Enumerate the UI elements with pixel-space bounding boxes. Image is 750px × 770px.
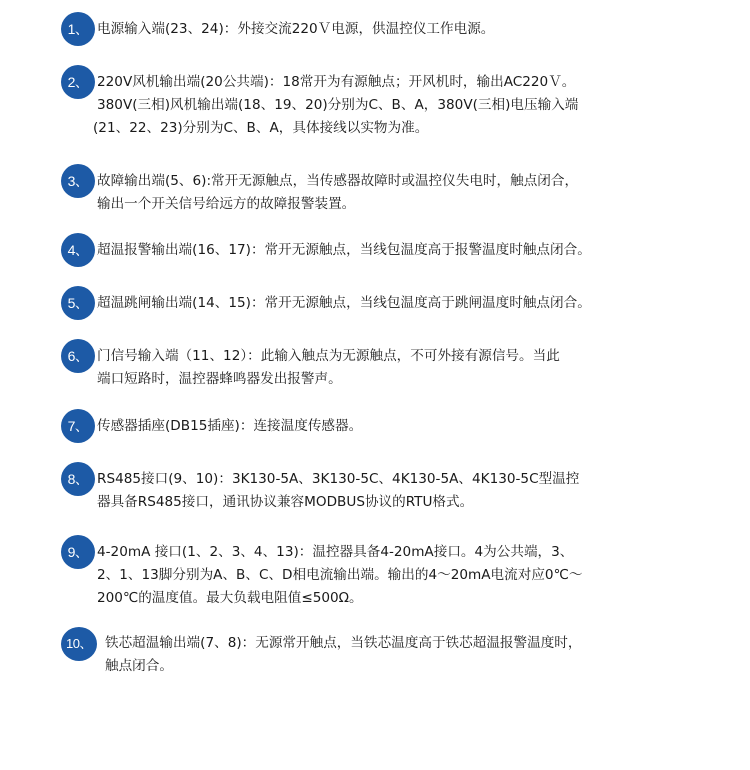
item-number-badge: 8、	[61, 462, 95, 496]
item-number-badge: 9、	[61, 535, 95, 569]
item-text-line: RS485接口(9、10)：3K130-5A、3K130-5C、4K130-5A、4K130-5C型温控	[97, 471, 580, 487]
item-text-line: 门信号输入端（11、12）：此输入触点为无源触点，不可外接有源信号。当此	[97, 348, 560, 364]
item-text-line: 电源输入端(23、24)：外接交流220Ｖ电源，供温控仪工作电源。	[97, 21, 495, 37]
item-text	[97, 292, 591, 315]
item-text	[97, 170, 578, 216]
item-number-badge: 4、	[61, 233, 95, 267]
item-text-line: 端口短路时，温控器蜂鸣器发出报警声。	[97, 371, 342, 387]
item-text-line: 4-20mA 接口(1、2、3、4、13)：温控器具备4-20mA接口。4为公共端，3、	[97, 544, 574, 560]
item-number-badge: 6、	[61, 339, 95, 373]
item-text-line: 380V(三相)风机输出端(18、19、20)分别为C、B、A，380V(三相)电压输入端	[97, 97, 579, 113]
item-text-line: 故障输出端(5、6):常开无源触点，当传感器故障时或温控仪失电时，触点闭合，	[97, 173, 579, 189]
item-text	[97, 541, 582, 610]
item-text	[105, 632, 582, 678]
item-number-badge: 5、	[61, 286, 95, 320]
item-text-line: 触点闭合。	[105, 658, 173, 674]
item-text-line: 传感器插座(DB15插座)：连接温度传感器。	[97, 418, 363, 434]
item-number-badge: 7、	[61, 409, 95, 443]
item-text	[97, 415, 362, 438]
item-text	[97, 239, 591, 262]
item-text-line: (21、22、23)分别为C、B、A，具体接线以实物为准。	[93, 120, 429, 136]
item-number-badge: 10、	[61, 627, 97, 661]
item-number-badge: 1、	[61, 12, 95, 46]
item-text-line: 220V风机输出端(20公共端)：18常开为有源触点；开风机时，输出AC220Ｖ。	[97, 74, 576, 90]
item-text-line: 输出一个开关信号给远方的故障报警装置。	[97, 196, 356, 212]
item-text-line: 200℃的温度值。最大负载电阻值≤500Ω。	[97, 590, 363, 606]
item-text	[93, 71, 579, 140]
item-text	[97, 345, 560, 391]
item-number-badge: 3、	[61, 164, 95, 198]
item-text	[97, 468, 579, 514]
item-number-badge: 2、	[61, 65, 95, 99]
item-text-line: 器具备RS485接口，通讯协议兼容MODBUS协议的RTU格式。	[97, 494, 474, 510]
item-text-line: 2、1、13脚分别为A、B、C、D相电流输出端。输出的4～20mA电流对应0℃～	[97, 567, 583, 583]
item-text-line: 超温报警输出端(16、17)：常开无源触点，当线包温度高于报警温度时触点闭合。	[97, 242, 591, 258]
item-text-line: 超温跳闸输出端(14、15)：常开无源触点，当线包温度高于跳闸温度时触点闭合。	[97, 295, 591, 311]
item-text-line: 铁芯超温输出端(7、8)：无源常开触点，当铁芯温度高于铁芯超温报警温度时，	[105, 635, 582, 651]
item-text	[97, 18, 494, 41]
